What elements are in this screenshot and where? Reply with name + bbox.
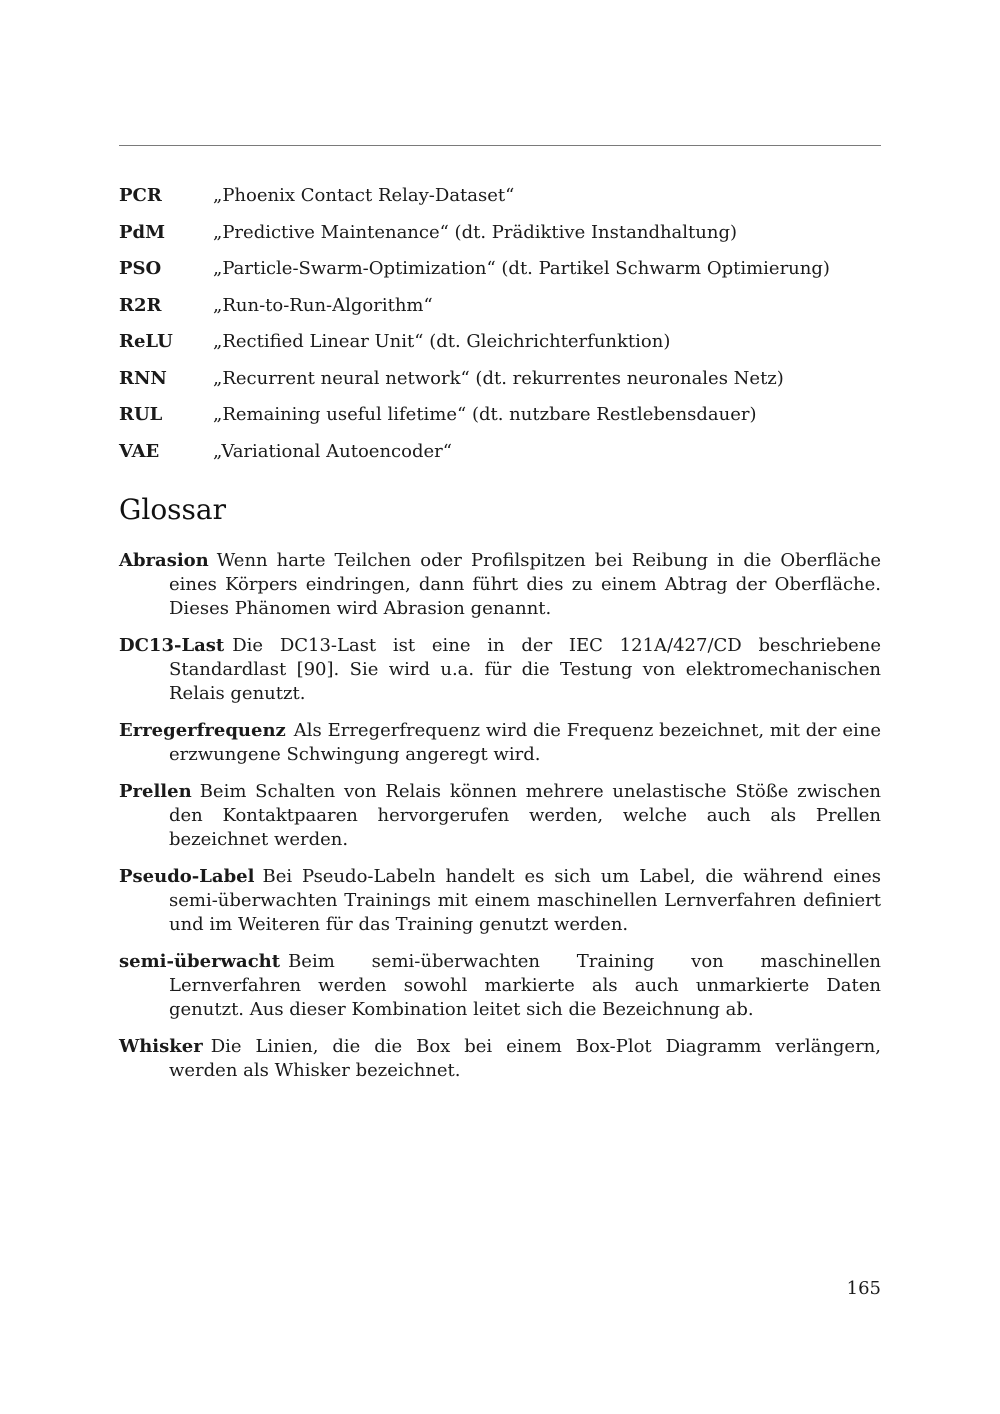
acronym-definition: „Predictive Maintenance“ (dt. Prädiktive Instandhaltung): [213, 221, 738, 243]
acronym-row: [119, 178, 881, 215]
glossary-list: [119, 549, 881, 1096]
glossary-definition: Als Erregerfrequenz wird die Frequenz bezeichnet, mit der eine erzwungene Schwingung angeregt wird.: [169, 720, 881, 765]
acronym-definition: „Phoenix Contact Relay-Dataset“: [213, 185, 515, 207]
acronym-definition: „Remaining useful lifetime“ (dt. nutzbare Restlebensdauer): [213, 404, 757, 426]
acronym-term: R2R: [119, 294, 162, 316]
glossary-entry: [119, 549, 881, 621]
acronym-term: PdM: [119, 221, 166, 243]
acronym-definition: „Recurrent neural network“ (dt. rekurrentes neuronales Netz): [213, 367, 784, 389]
acronym-term: RNN: [119, 367, 167, 389]
page-number: 165: [846, 1278, 881, 1299]
acronym-row: [119, 434, 881, 471]
acronym-row: [119, 251, 881, 288]
glossary-term: Erregerfrequenz: [119, 720, 286, 741]
acronym-term: VAE: [119, 440, 160, 462]
glossary-entry: [119, 719, 881, 767]
header-rule: [119, 145, 881, 146]
glossary-term: Prellen: [119, 781, 192, 802]
glossary-term: DC13-Last: [119, 635, 225, 656]
acronym-row: [119, 397, 881, 434]
glossary-definition: Beim Schalten von Relais können mehrere unelastische Stöße zwischen den Kontaktpaaren hervorgerufen werden, welche auch als Prellen bezeichnet werden.: [169, 781, 881, 850]
acronym-definition: „Run-to-Run-Algorithm“: [213, 294, 433, 316]
acronym-term: PSO: [119, 258, 162, 280]
glossary-entry: [119, 780, 881, 852]
acronym-term: ReLU: [119, 331, 173, 353]
acronym-row: [119, 288, 881, 325]
glossary-definition: Bei Pseudo-Labeln handelt es sich um Label, die während eines semi-überwachten Trainings mit einem maschinellen Lernverfahren definiert und im Weiteren für das Training genutzt werden.: [169, 866, 881, 935]
acronym-row: [119, 324, 881, 361]
section-title-glossar: Glossar: [119, 493, 226, 526]
glossary-entry: [119, 634, 881, 706]
glossary-entry: [119, 1035, 881, 1083]
glossary-term: Whisker: [119, 1036, 203, 1057]
glossary-definition: Die Linien, die die Box bei einem Box-Plot Diagramm verlängern, werden als Whisker bezeichnet.: [169, 1036, 881, 1081]
acronym-row: [119, 361, 881, 398]
acronym-definition: „Particle-Swarm-Optimization“ (dt. Partikel Schwarm Optimierung): [213, 258, 830, 280]
glossary-definition: Die DC13-Last ist eine in der IEC 121A/427/CD beschriebene Standardlast [90]. Sie wird u.a. für die Testung von elektromechanischen Relais genutzt.: [169, 635, 881, 704]
glossary-definition: Wenn harte Teilchen oder Profilspitzen bei Reibung in die Oberfläche eines Körpers eindringen, dann führt dies zu einem Abtrag der Oberfläche. Dieses Phänomen wird Abrasion genannt.: [169, 550, 881, 619]
glossary-entry: [119, 950, 881, 1022]
glossary-entry: [119, 865, 881, 937]
acronym-term: RUL: [119, 404, 163, 426]
acronym-definition: „Variational Autoencoder“: [213, 440, 452, 462]
glossary-term: Abrasion: [119, 550, 209, 571]
acronym-row: [119, 215, 881, 252]
glossary-term: Pseudo-Label: [119, 866, 255, 887]
glossary-definition: Beim semi-überwachten Training von maschinellen Lernverfahren werden sowohl markierte als auch unmarkierte Daten genutzt. Aus dieser Kombination leitet sich die Bezeichnung ab.: [169, 951, 881, 1020]
acronym-list: [119, 178, 881, 470]
acronym-definition: „Rectified Linear Unit“ (dt. Gleichrichterfunktion): [213, 331, 671, 353]
glossary-term: semi-überwacht: [119, 951, 281, 972]
acronym-term: PCR: [119, 185, 162, 207]
